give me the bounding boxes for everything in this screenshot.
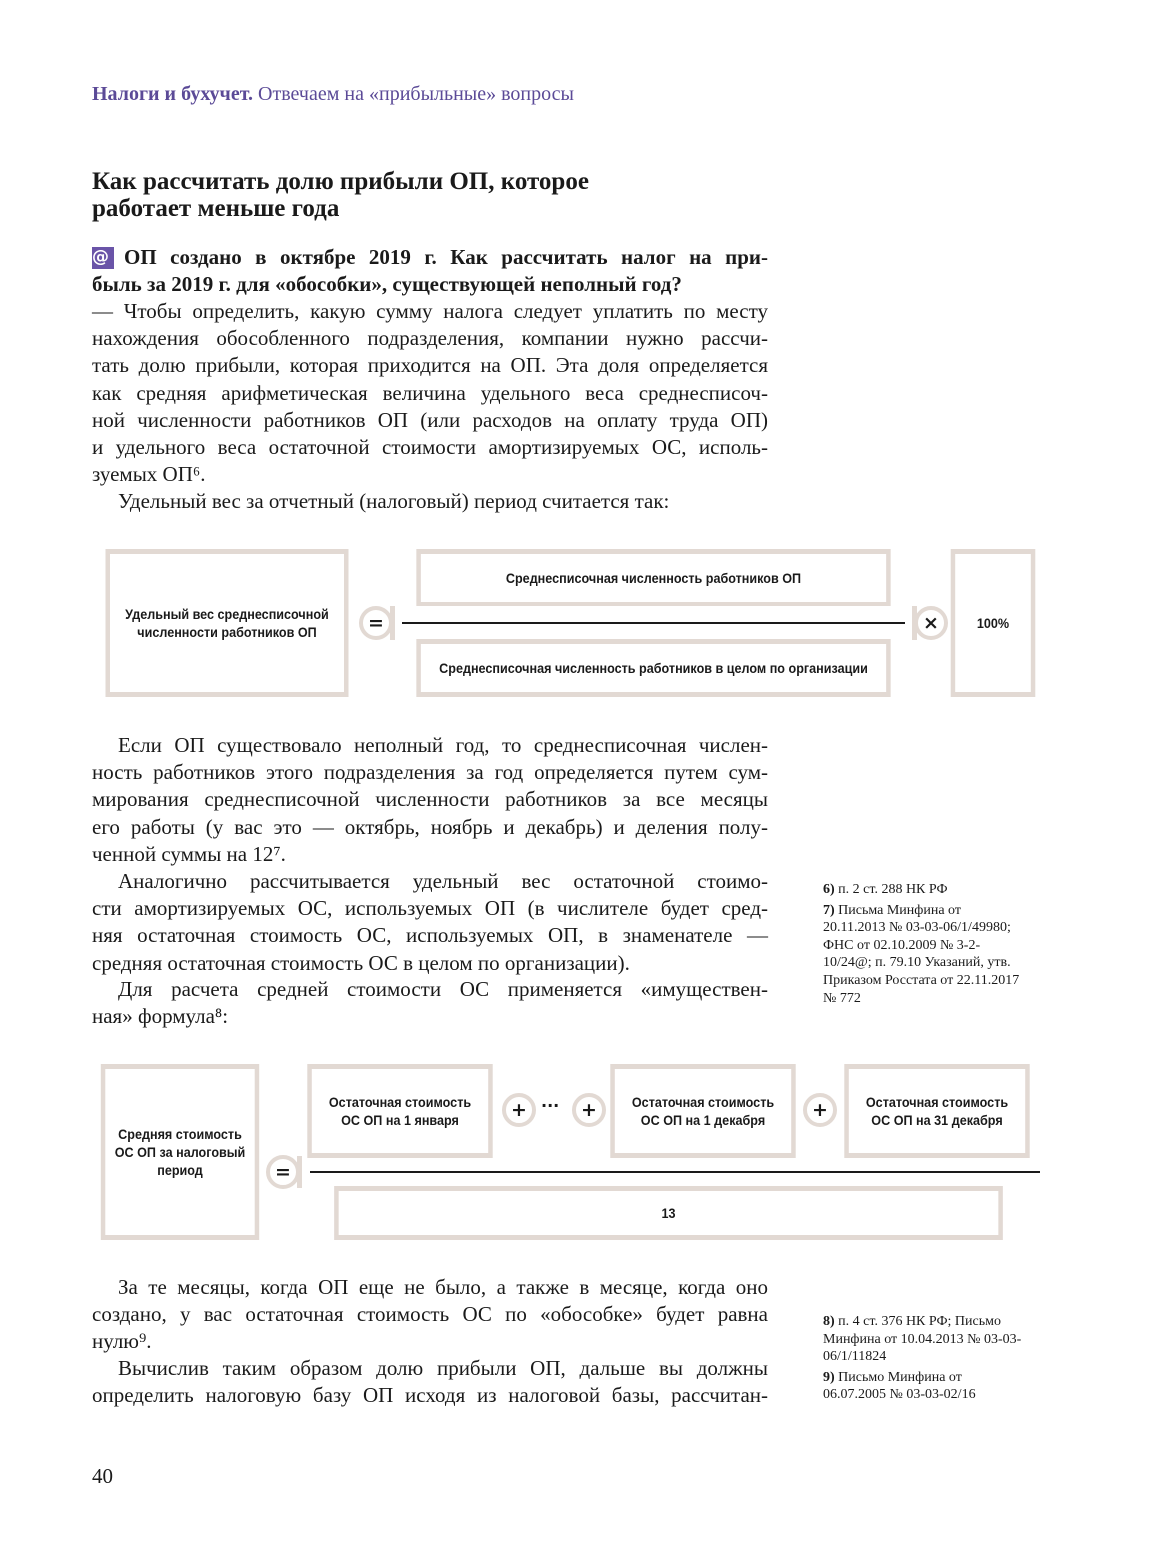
text-line: ность работников этого подразделения за год определяется путем сум- bbox=[92, 760, 768, 785]
formula1-numerator-box: Среднесписочная численность работников ОП bbox=[416, 549, 890, 607]
article-title bbox=[92, 168, 772, 222]
text-line: Если ОП существовало неполный год, то среднесписочная числен- bbox=[118, 733, 768, 757]
text-line: мирования среднесписочной численности работников за все месяцы bbox=[92, 787, 768, 812]
equals-sign: = bbox=[359, 606, 393, 640]
fraction-line bbox=[310, 1171, 1040, 1173]
equals-sign: = bbox=[266, 1155, 300, 1189]
text-line: ченной суммы на 12⁷. bbox=[92, 841, 286, 866]
footnote-6: 6) п. 2 ст. 288 НК РФ bbox=[823, 882, 948, 897]
paragraph-answer bbox=[92, 298, 768, 488]
footnotes-bottom bbox=[823, 1313, 1043, 1407]
text-line: Удельный вес за отчетный (налоговый) период считается так: bbox=[118, 489, 670, 513]
text-line: зуемых ОП⁶. bbox=[92, 462, 206, 487]
title-line: Как рассчитать долю прибыли ОП, которое bbox=[92, 168, 589, 195]
text-line: средняя остаточная стоимость ОС в целом по организации). bbox=[92, 950, 630, 975]
text-line: ная» формула⁸: bbox=[92, 1004, 229, 1029]
text-line: создано, у вас остаточная стоимость ОС по «обособке» будет равна bbox=[92, 1302, 768, 1327]
text-line: тать долю прибыли, которая приходится на ОП. Эта доля определяется bbox=[92, 353, 768, 378]
header-section: Налоги и бухучет. bbox=[92, 83, 254, 105]
fraction-line bbox=[402, 622, 905, 624]
running-header bbox=[92, 83, 574, 106]
text-line: и удельного веса остаточной стоимости амортизируемых ОС, исполь- bbox=[92, 435, 768, 460]
text-line: определить налоговую базу ОП исходя из налоговой базы, рассчитан- bbox=[92, 1383, 768, 1408]
question-line: быль за 2019 г. для «обособки», существующей неполный год? bbox=[92, 272, 682, 297]
footnote-9: 9) Письмо Минфина от 06.07.2005 № 03-03-02/16 bbox=[823, 1369, 976, 1403]
paragraph-incomplete-year bbox=[92, 732, 768, 868]
formula2-term-dec1: Остаточная стоимость ОС ОП на 1 декабря bbox=[610, 1064, 795, 1158]
text-line: нахождения обособленного подразделения, компании нужно рассчи- bbox=[92, 326, 768, 351]
formula1-left-box: Удельный вес среднесписочной численности работников ОП bbox=[106, 549, 349, 697]
formula2-left-box: Средняя стоимость ОС ОП за налоговый период bbox=[101, 1064, 259, 1240]
at-icon: @ bbox=[92, 247, 114, 269]
paragraph-property-formula bbox=[92, 976, 768, 1030]
text-line: Аналогично рассчитывается удельный вес остаточной стоимо- bbox=[118, 869, 768, 893]
formula2-denominator-box: 13 bbox=[334, 1186, 1003, 1240]
text-line: Вычислив таким образом долю прибыли ОП, дальше вы должны bbox=[118, 1356, 768, 1380]
plus-sign: + bbox=[803, 1093, 837, 1127]
paragraph-zero-value bbox=[92, 1274, 768, 1356]
text-line: сти амортизируемых ОС, используемых ОП (в числителе будет сред- bbox=[92, 896, 768, 921]
footnote-7: 7) Письма Минфина от 20.11.2013 № 03-03-06/1/49980; ФНС от 02.10.2009 № 3-2-10/24@; п. 79.10 Указаний, утв. Приказом Росстата от 22.11.2017 № 772 bbox=[823, 902, 1020, 1006]
text-line: Для расчета средней стоимости ОС применяется «имуществен- bbox=[118, 977, 768, 1001]
formula2-term-jan1: Остаточная стоимость ОС ОП на 1 января bbox=[307, 1064, 492, 1158]
header-subtitle: Отвечаем на «прибыльные» вопросы bbox=[258, 83, 574, 105]
text-line: его работы (у вас это — октябрь, ноябрь и декабрь) и деления полу- bbox=[92, 814, 768, 839]
formula1-denominator-box: Среднесписочная численность работников в целом по организации bbox=[416, 639, 890, 697]
question-line: ОП создано в октябре 2019 г. Как рассчитать налог на при- bbox=[124, 245, 768, 269]
footnote-8: 8) п. 4 ст. 376 НК РФ; Письмо Минфина от 10.04.2013 № 03-03-06/1/11824 bbox=[823, 1314, 1022, 1365]
paragraph-intro-formula bbox=[92, 488, 768, 515]
page-number: 40 bbox=[92, 1464, 113, 1488]
text-line: нулю⁹. bbox=[92, 1329, 152, 1354]
footnotes-top bbox=[823, 881, 1043, 1010]
plus-sign: + bbox=[502, 1093, 536, 1127]
text-line: — Чтобы определить, какую сумму налога следует уплатить по месту bbox=[92, 299, 768, 323]
formula1-factor-box: 100% bbox=[951, 549, 1036, 697]
text-line: как средняя арифметическая величина удельного веса среднесписоч- bbox=[92, 380, 768, 405]
question bbox=[92, 244, 768, 298]
text-line: няя остаточная стоимость ОС, используемых ОП, в знаменателе — bbox=[92, 923, 768, 948]
times-sign: × bbox=[914, 606, 948, 640]
title-line: работает меньше года bbox=[92, 195, 340, 222]
plus-sign: + bbox=[572, 1093, 606, 1127]
paragraph-residual-value bbox=[92, 868, 768, 977]
text-line: ной численности работников ОП (или расходов на оплату труда ОП) bbox=[92, 407, 768, 432]
text-line: За те месяцы, когда ОП еще не было, а также в месяце, когда оно bbox=[118, 1275, 768, 1299]
ellipsis: ··· bbox=[541, 1096, 560, 1115]
formula2-term-dec31: Остаточная стоимость ОС ОП на 31 декабря bbox=[844, 1064, 1029, 1158]
paragraph-tax-base bbox=[92, 1355, 768, 1409]
